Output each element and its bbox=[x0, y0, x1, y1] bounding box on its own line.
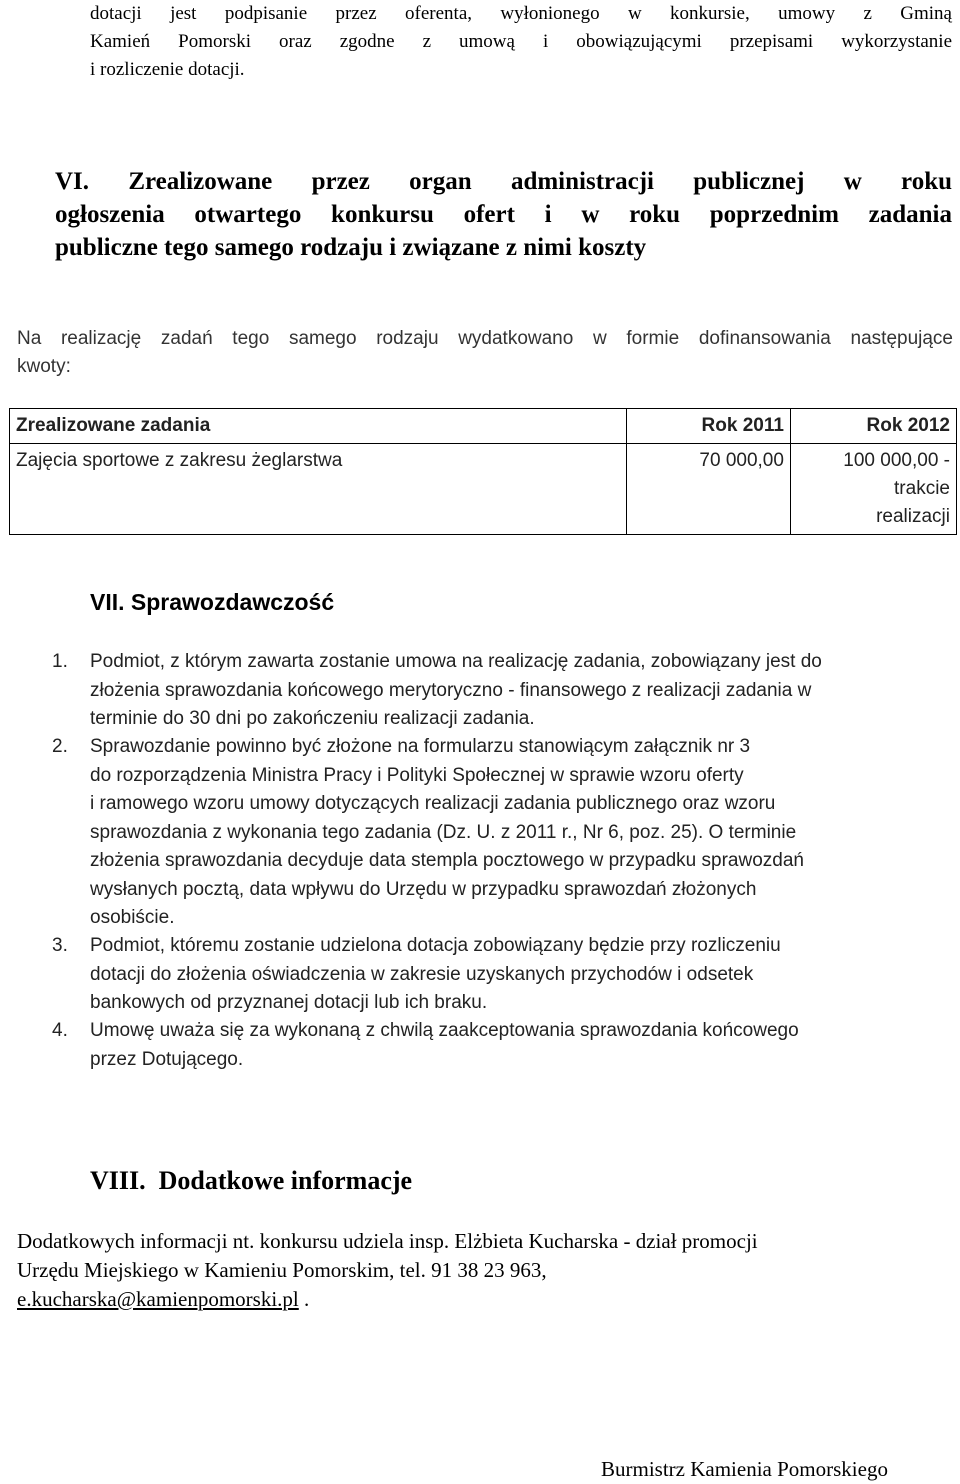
table-cell-2012-line: trakcie bbox=[894, 478, 950, 499]
table-header-row bbox=[10, 409, 957, 444]
info-line: Dodatkowych informacji nt. konkursu udziela insp. Elżbieta Kucharska - dział promocji bbox=[17, 1229, 758, 1253]
table-cell-2011: 70 000,00 bbox=[626, 444, 790, 535]
table-header-tasks: Zrealizowane zadania bbox=[10, 409, 627, 444]
list-item-line: sprawozdania z wykonania tego zadania (Dz. U. z 2011 r., Nr 6, poz. 25). O terminie bbox=[90, 821, 797, 843]
contact-email-line bbox=[17, 1285, 309, 1314]
section-6-heading-line: publiczne tego samego rodzaju i związane z nimi koszty bbox=[55, 234, 647, 261]
list-item-line: i ramowego wzoru umowy dotyczących realizacji zadania publicznego oraz wzoru bbox=[90, 793, 776, 814]
list-item-line: Podmiot, z którym zawarta zostanie umowa na realizację zadania, zobowiązany jest do bbox=[90, 651, 822, 672]
paragraph-line: Na realizację zadań tego samego rodzaju wydatkowano w formie dofinansowania następujące bbox=[17, 328, 953, 349]
table-cell-2012-line: 100 000,00 - bbox=[843, 450, 950, 471]
list-item-line: Umowę uważa się za wykonaną z chwilą zaakceptowania sprawozdania końcowego bbox=[90, 1020, 799, 1041]
list-item-line: bankowych od przyznanej dotacji lub ich braku. bbox=[90, 992, 488, 1013]
table-header-2012: Rok 2012 bbox=[790, 409, 956, 444]
list-item-line: złożenia sprawozdania decyduje data stempla pocztowego w przypadku sprawozdań bbox=[90, 850, 804, 871]
list-item-line: złożenia sprawozdania końcowego merytoryczno - finansowego z realizacji zadania w bbox=[90, 679, 812, 701]
table-row bbox=[10, 444, 957, 535]
section-8-title: VIII. Dodatkowe informacje bbox=[90, 1166, 413, 1195]
email-suffix: . bbox=[298, 1287, 310, 1311]
list-item-line: Sprawozdanie powinno być złożone na formularzu stanowiącym załącznik nr 3 bbox=[90, 736, 751, 757]
intro-line: Kamień Pomorski oraz zgodne z umową i obowiązującymi przepisami wykorzystanie bbox=[90, 31, 952, 52]
signature: Burmistrz Kamienia Pomorskiego bbox=[601, 1457, 888, 1481]
list-item-line: Podmiot, któremu zostanie udzielona dotacja zobowiązany będzie przy rozliczeniu bbox=[90, 935, 781, 956]
section-7-title: VII. Sprawozdawczość bbox=[90, 589, 335, 615]
list-item-line: osobiście. bbox=[90, 907, 175, 928]
section-6-heading-line: VI. Zrealizowane przez organ administracji publicznej w roku bbox=[55, 168, 952, 195]
list-item-number: 2. bbox=[52, 736, 68, 757]
email-link[interactable]: e.kucharska@kamienpomorski.pl bbox=[17, 1287, 299, 1311]
paragraph-line: kwoty: bbox=[17, 356, 71, 377]
intro-line: dotacji jest podpisanie przez oferenta, wyłonionego w konkursie, umowy z Gminą bbox=[90, 3, 952, 24]
info-line: Urzędu Miejskiego w Kamieniu Pomorskim, tel. 91 38 23 963, bbox=[17, 1258, 547, 1282]
list-item-number: 1. bbox=[52, 651, 68, 672]
list-item-number: 3. bbox=[52, 935, 68, 956]
list-item-line: dotacji do złożenia oświadczenia w zakresie uzyskanych przychodów i odsetek bbox=[90, 963, 754, 985]
list-item-line: do rozporządzenia Ministra Pracy i Polityki Społecznej w sprawie wzoru oferty bbox=[90, 764, 744, 786]
table-cell-2012 bbox=[790, 444, 956, 535]
table-header-2011: Rok 2011 bbox=[626, 409, 790, 444]
list-item-number: 4. bbox=[52, 1020, 68, 1041]
intro-line: i rozliczenie dotacji. bbox=[90, 59, 245, 80]
list-item-line: wysłanych pocztą, data wpływu do Urzędu w przypadku sprawozdań złożonych bbox=[90, 878, 757, 900]
table-cell-task: Zajęcia sportowe z zakresu żeglarstwa bbox=[10, 444, 627, 535]
list-item-line: terminie do 30 dni po zakończeniu realizacji zadania. bbox=[90, 708, 535, 729]
funding-table bbox=[9, 408, 957, 535]
section-6-heading-line: ogłoszenia otwartego konkursu ofert i w roku poprzednim zadania bbox=[55, 201, 952, 228]
table-cell-2012-line: realizacji bbox=[876, 506, 950, 527]
list-item-line: przez Dotującego. bbox=[90, 1048, 244, 1070]
